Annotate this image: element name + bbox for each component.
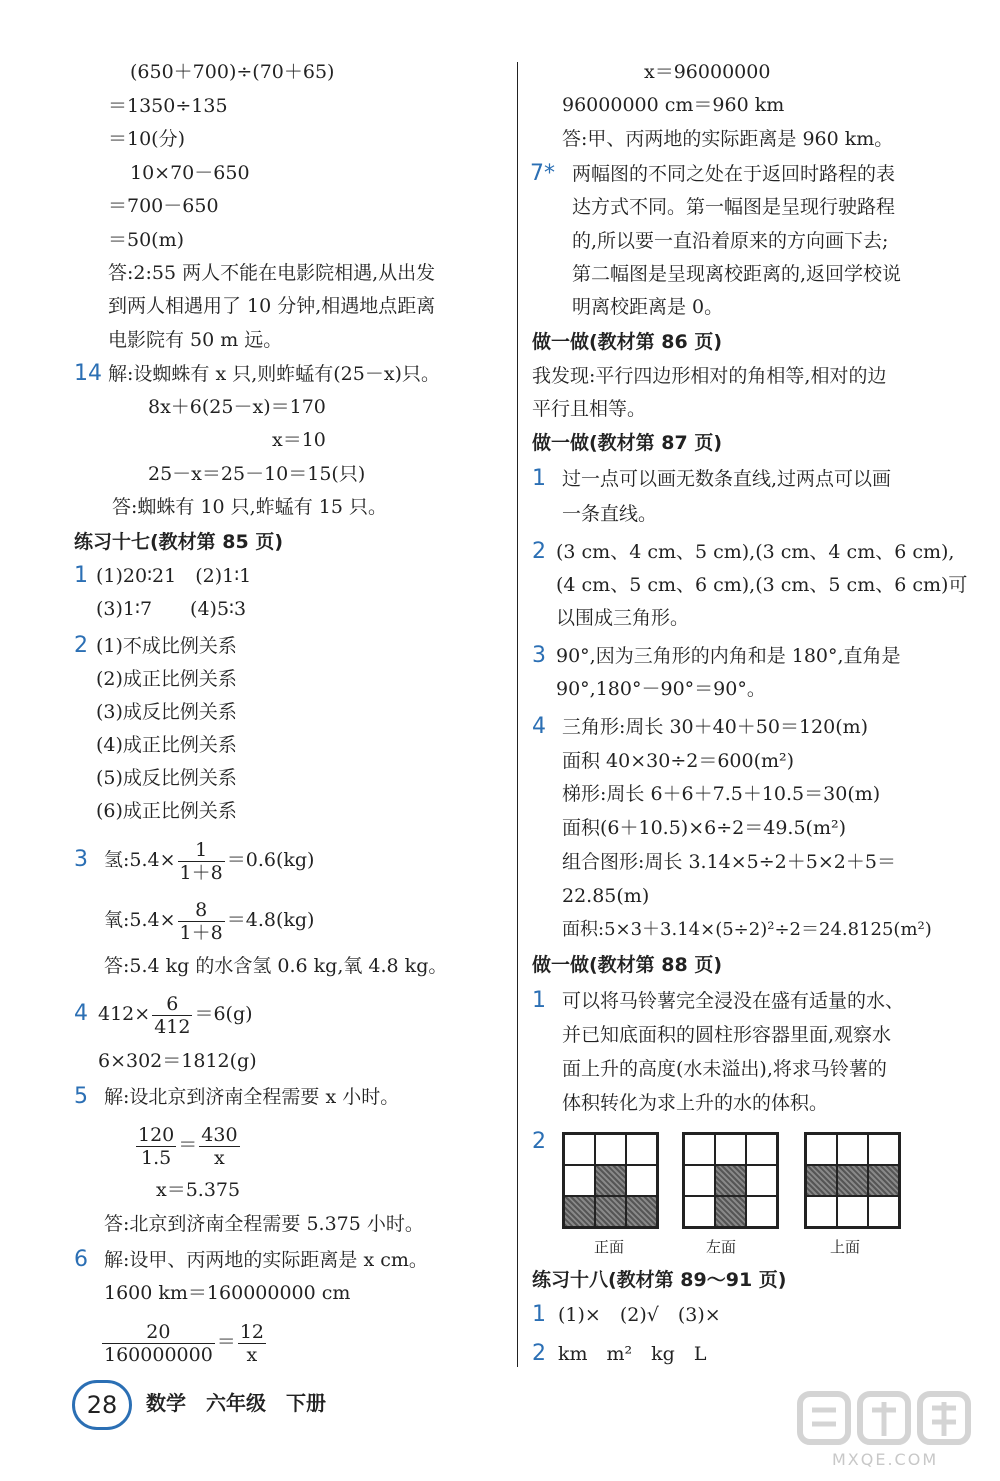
question-number: 4 [74,1001,88,1026]
question-number: 7* [530,161,555,186]
answer-line: 组合图形:周长 3.14×5÷2＋5×2＋5＝ [562,851,896,873]
question-number: 14 [74,361,102,386]
section-heading: 做一做(教材第 86 页) [532,331,723,353]
equation-line: x＝10 [272,429,326,451]
answer-line: 面上升的高度(水未溢出),将求马铃薯的 [562,1058,887,1080]
grid-cell [806,1196,837,1227]
grid-cell-filled [806,1165,837,1196]
view-label: 上面 [830,1238,861,1256]
fraction-equation [104,892,314,948]
answer-line: 答:北京到济南全程需要 5.375 小时。 [104,1213,424,1235]
proportion-line: (6)成正比例关系 [96,800,237,822]
proportion-line: (2)成正比例关系 [96,668,237,690]
fraction-equation [98,986,253,1042]
section-heading: 做一做(教材第 87 页) [532,432,723,454]
grid-cell-filled [715,1196,746,1227]
numerator: 20 [102,1321,215,1344]
front-view-grid [562,1132,659,1229]
answer-line: 90°,因为三角形的内角和是 180°,直角是 [556,645,901,667]
denominator: 160000000 [104,1343,213,1366]
calc-line: 10×70－650 [130,162,250,184]
ratio-line: (1)20∶21 (2)1∶1 [96,565,252,587]
grid-cell [806,1134,837,1165]
question-number: 4 [532,714,546,739]
proportion-line: (1)不成比例关系 [96,635,237,657]
fraction [178,839,225,884]
denominator: 1＋8 [179,861,223,884]
explanation-line: 两幅图的不同之处在于返回时路程的表 [572,163,896,185]
question-number: 1 [74,563,88,588]
answer-line: 体积转化为求上升的水的体积。 [562,1092,829,1114]
grid-cell [684,1196,715,1227]
grid-cell [837,1134,868,1165]
question-number: 3 [74,847,88,872]
grid-cell [595,1134,626,1165]
grid-cell [684,1134,715,1165]
book-title: 数学 六年级 下册 [146,1391,326,1415]
answer-line: 一条直线。 [562,503,658,525]
answer-line: 面积(6＋10.5)×6÷2＝49.5(m²) [562,817,846,839]
denominator: x [214,1146,225,1169]
fraction [178,899,225,944]
denominator: 412 [154,1015,191,1038]
question-number: 6 [74,1247,88,1272]
answer-line: 过一点可以画无数条直线,过两点可以画 [562,468,892,490]
grid-cell-filled [837,1165,868,1196]
grid-cell-filled [715,1165,746,1196]
grid-cell [715,1134,746,1165]
calc-line: 96000000 cm＝960 km [562,94,785,116]
grid-cell [837,1196,868,1227]
grid-cell [564,1134,595,1165]
answer-line: (1)× (2)√ (3)× [558,1304,721,1326]
grid-cell-filled [626,1196,657,1227]
question-number: 1 [532,466,546,491]
equation-result: ＝0.6(kg) [226,849,315,871]
view-label: 正面 [594,1238,625,1256]
answer-line: (3 cm、4 cm、5 cm),(3 cm、4 cm、6 cm), [556,541,955,563]
numerator: 430 [201,1123,238,1146]
denominator: 1.5 [141,1146,172,1169]
answer-line: 并已知底面积的圆柱形容器里面,观察水 [562,1024,892,1046]
grid-cell [746,1196,777,1227]
denominator: 1＋8 [179,921,223,944]
discovery-line: 我发现:平行四边形相对的角相等,相对的边 [532,365,887,387]
numerator: 120 [138,1123,175,1146]
proportion-line: (5)成反比例关系 [96,767,237,789]
solution-line: 解:设甲、丙两地的实际距离是 x cm。 [104,1249,428,1271]
equation-result: ＝4.8(kg) [226,909,315,931]
fraction-equation [134,1117,242,1173]
numerator: 8 [178,899,225,922]
watermark-text: MXQE.COM [832,1450,939,1469]
grid-cell [868,1134,899,1165]
equation-line: x＝5.375 [156,1179,241,1201]
top-view-grid [804,1132,901,1229]
view-label: 左面 [706,1238,737,1256]
answer-line: 答:5.4 kg 的水含氢 0.6 kg,氧 4.8 kg。 [104,955,448,977]
section-heading: 做一做(教材第 88 页) [532,954,723,976]
answer-line: 面积:5×3＋3.14×(5÷2)²÷2＝24.8125(m²) [562,919,932,940]
answer-line: 以围成三角形。 [556,607,690,629]
explanation-line: 明离校距离是 0。 [572,296,724,318]
question-number: 2 [532,1129,546,1154]
grid-cell [746,1134,777,1165]
equation-line: x＝96000000 [644,61,771,83]
grid-cell [564,1165,595,1196]
proportion-line: (4)成正比例关系 [96,734,237,756]
answer-line: 梯形:周长 6＋6＋7.5＋10.5＝30(m) [562,783,881,805]
fraction [102,1321,215,1366]
equation-prefix: 412× [98,1003,151,1025]
grid-cell [746,1165,777,1196]
calc-line: 6×302＝1812(g) [98,1050,257,1072]
calc-line: (650＋700)÷(70＋65) [130,61,335,83]
calc-line: ＝1350÷135 [108,95,228,117]
fraction-equation [100,1314,268,1370]
calc-line: 1600 km＝160000000 cm [104,1282,351,1304]
ratio-line: (3)1∶7 (4)5∶3 [96,598,247,620]
equals-sign: ＝ [178,1134,198,1156]
left-view-grid [682,1132,779,1229]
answer-line: 到两人相遇用了 10 分钟,相遇地点距离 [108,295,436,317]
denominator: x [246,1343,258,1366]
explanation-line: 的,所以要一直沿着原来的方向画下去; [572,230,889,252]
question-number: 5 [74,1084,88,1109]
explanation-line: 第二幅图是呈现离校距离的,返回学校说 [572,263,902,285]
answer-line: 电影院有 50 m 远。 [108,329,283,351]
solution-line: 解:设北京到济南全程需要 x 小时。 [104,1086,400,1108]
grid-cell-filled [564,1196,595,1227]
answer-line: 可以将马铃薯完全浸没在盛有适量的水、 [562,990,905,1012]
section-heading: 练习十八(教材第 89～91 页) [532,1269,787,1291]
answer-line: 90°,180°－90°＝90°。 [556,678,766,700]
section-heading: 练习十七(教材第 85 页) [74,531,284,553]
equals-sign: ＝ [216,1331,236,1353]
discovery-line: 平行且相等。 [532,398,647,420]
fraction-equation [104,832,314,888]
question-number: 2 [74,633,88,658]
numerator: 6 [152,993,192,1016]
answer-line: 答:蜘蛛有 10 只,蚱蜢有 15 只。 [112,496,387,518]
question-number: 2 [532,1341,546,1366]
answer-line: 答:甲、丙两地的实际距离是 960 km。 [562,128,894,150]
answer-line: (4 cm、5 cm、6 cm),(3 cm、5 cm、6 cm)可 [556,574,968,596]
grid-cell [626,1165,657,1196]
equation-line: 25－x＝25－10＝15(只) [148,463,366,485]
question-number: 3 [532,643,546,668]
answer-line: 答:2:55 两人不能在电影院相遇,从出发 [108,262,436,284]
explanation-line: 达方式不同。第一幅图是呈现行驶路程 [572,196,896,218]
answer-line: 面积 40×30÷2＝600(m²) [562,750,795,772]
calc-line: ＝50(m) [108,229,185,251]
equation-result: ＝6(g) [194,1003,253,1025]
grid-cell [684,1165,715,1196]
equation-prefix: 氢:5.4× [104,849,176,871]
calc-line: ＝10(分) [108,128,186,150]
equation-prefix: 氧:5.4× [104,909,176,931]
page-number-badge: 28 [72,1380,132,1430]
calc-line: ＝700－650 [108,195,219,217]
fraction [238,1321,266,1366]
question-number: 1 [532,1302,546,1327]
solution-line: 解:设蜘蛛有 x 只,则蚱蜢有(25－x)只。 [108,363,440,385]
numerator: 12 [239,1320,264,1343]
answer-line: 三角形:周长 30＋40＋50＝120(m) [562,716,869,738]
question-number: 2 [532,539,546,564]
fraction [152,993,192,1038]
grid-cell-filled [595,1196,626,1227]
grid-cell-filled [868,1165,899,1196]
column-divider [517,62,518,1367]
equation-line: 8x＋6(25－x)＝170 [148,396,326,418]
fraction [199,1124,239,1169]
grid-cell [868,1196,899,1227]
proportion-line: (3)成反比例关系 [96,701,237,723]
question-number: 1 [532,988,546,1013]
numerator: 1 [178,839,225,862]
answer-line: 22.85(m) [562,885,650,907]
grid-cell [626,1134,657,1165]
grid-cell-filled [595,1165,626,1196]
fraction [136,1124,176,1169]
answer-line: km m² kg L [558,1343,707,1365]
